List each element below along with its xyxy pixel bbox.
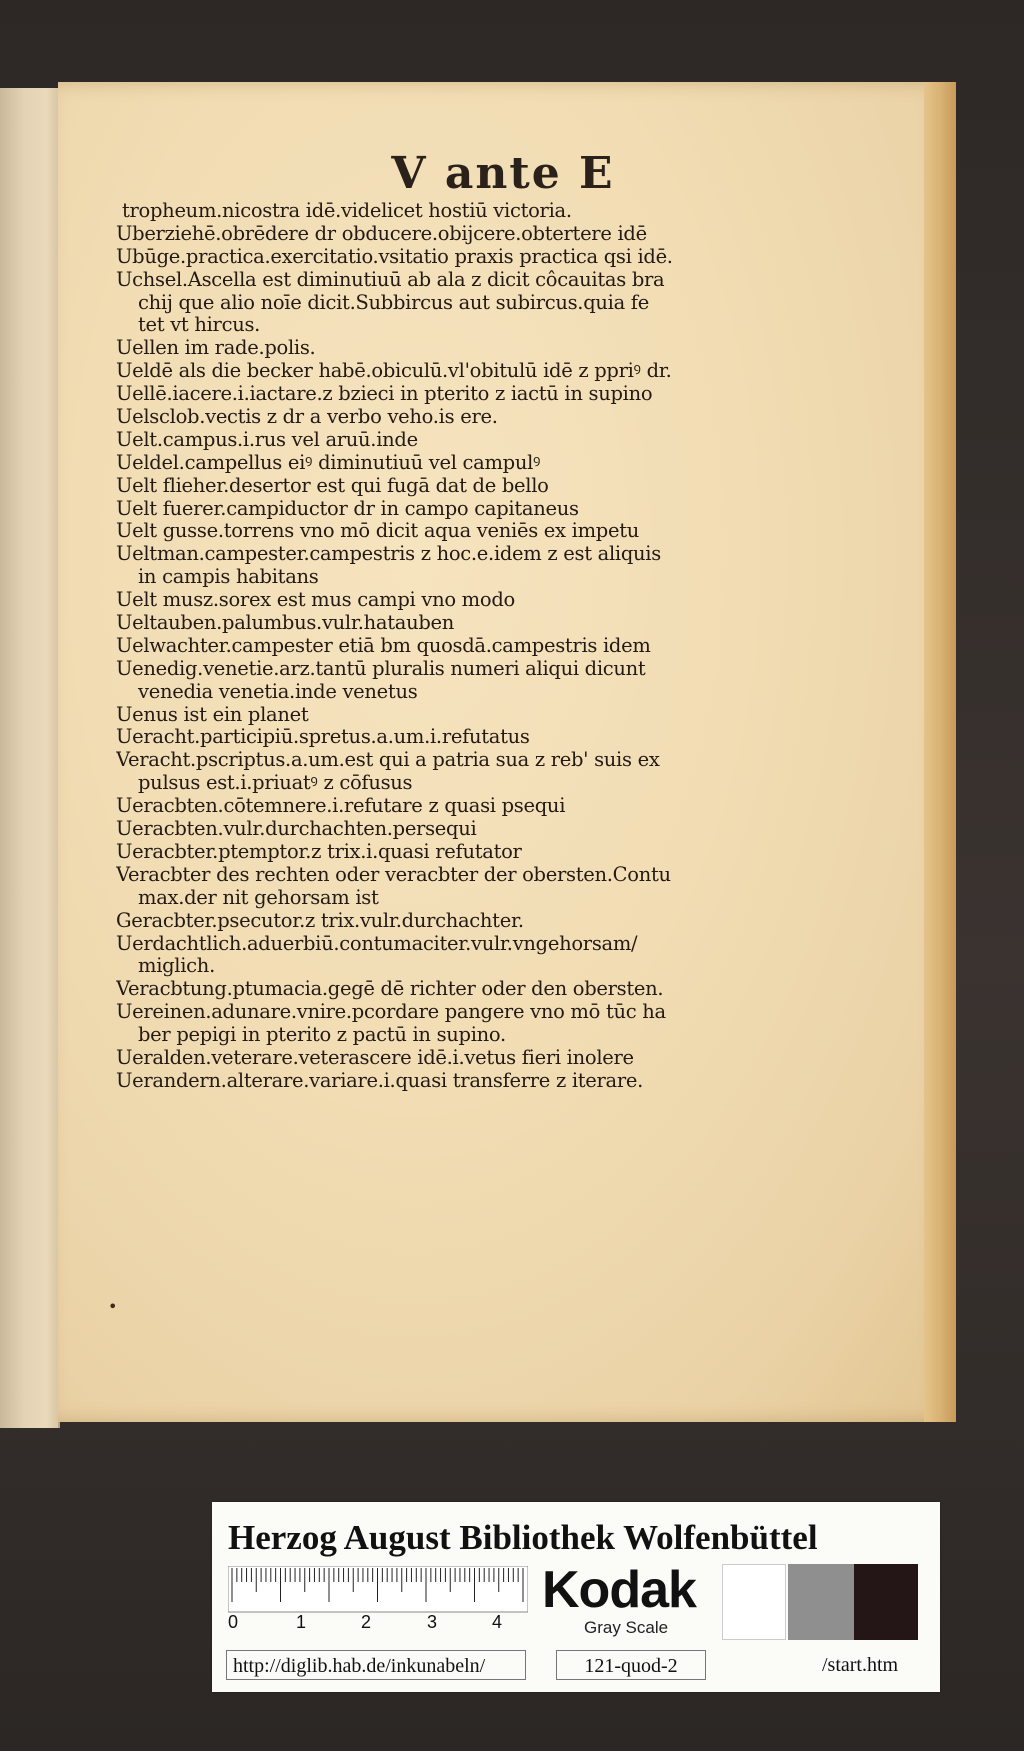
ruler-label: 3 — [427, 1612, 438, 1632]
text-line: max.der nit gehorsam ist — [138, 886, 379, 909]
url-prefix: http://diglib.hab.de/inkunabeln/ — [226, 1650, 526, 1680]
text-line: Veracbter des rechten oder veracbter der obersten.Contu — [116, 863, 671, 886]
text-line: Uberziehē.obrēdere dr obducere.obijcere.obtertere idē — [116, 222, 647, 245]
text-line: Ueralden.veterare.veterascere idē.i.vetus fieri inolere — [116, 1046, 634, 1069]
text-line: Veracbtung.ptumacia.gegē dē richter oder den obersten. — [116, 978, 664, 1001]
text-line: Uelt fuerer.campiductor dr in campo capitaneus — [116, 497, 579, 520]
ink-spot: • — [108, 1297, 118, 1316]
library-title: Herzog August Bibliothek Wolfenbüttel — [228, 1518, 818, 1557]
text-line: pulsus est.i.priuatꝰ z cōfusus — [138, 772, 413, 795]
text-line: venedia venetia.inde venetus — [138, 680, 418, 703]
ruler-label: 1 — [296, 1612, 307, 1632]
text-line: Uenus ist ein planet — [116, 703, 309, 726]
page-fore-edge — [924, 82, 956, 1422]
library-scale-card — [212, 1502, 940, 1692]
gray-swatch-black — [854, 1564, 918, 1640]
text-line: Uelt gusse.torrens vno mō dicit aqua veniēs ex impetu — [116, 520, 639, 543]
text-line: Uerandern.alterare.variare.i.quasi transferre z iterare. — [116, 1069, 644, 1092]
text-line: Ueracbter.ptemptor.z trix.i.quasi refutator — [116, 840, 522, 863]
text-line: Geracbter.psecutor.z trix.vulr.durchachter. — [116, 909, 524, 932]
text-line: Ueracht.participiū.spretus.a.um.i.refutatus — [116, 726, 530, 749]
text-line: Uellē.iacere.i.iactare.z bzieci in pterito z iactū in supino — [116, 383, 653, 406]
text-line: Ueltauben.palumbus.vulr.hatauben — [116, 612, 455, 635]
ruler-label: 2 — [361, 1612, 372, 1632]
text-line: miglich. — [138, 955, 215, 978]
gray-scale-label: Gray Scale — [584, 1618, 669, 1637]
page-header: V ante E — [391, 148, 615, 199]
text-body — [116, 200, 746, 1093]
url-suffix: /start.htm — [822, 1654, 899, 1676]
text-line: Uelt.campus.i.rus vel aruū.inde — [116, 428, 418, 451]
text-line: Uchsel.Ascella est diminutiuū ab ala z dicit côcauitas bra — [116, 268, 665, 291]
text-line: trophеum.nicostra idē.videlicet hostiū victoria. — [122, 200, 572, 222]
text-line: chij que alio noīe dicit.Subbircus aut subircus.quia fe — [138, 291, 649, 314]
text-line: Uellen im rade.polis. — [116, 337, 316, 360]
gray-swatch-mid — [788, 1564, 854, 1640]
text-line: Uelt flieher.desertor est qui fugā dat de bello — [116, 474, 549, 497]
ruler-labels — [228, 1612, 528, 1636]
text-line: Uelt musz.sorex est mus campi vno modo — [116, 589, 515, 612]
gray-swatch-white — [722, 1564, 786, 1640]
text-line: Ueracbten.cōtemnere.i.refutare z quasi psequi — [116, 795, 566, 818]
text-line: Uelsclob.vectis z dr a verbo veho.is ere. — [116, 406, 498, 429]
text-line: Uerdachtlich.aduerbiū.contumaciter.vulr.vngehorsam/ — [116, 932, 638, 955]
text-line: Ueldē als die becker habē.obiculū.vl'obitulū idē z ppriꝰ dr. — [116, 360, 672, 383]
text-line: ber pepigi in pterito z pactū in supino. — [138, 1024, 506, 1047]
ruler-label: 0 — [228, 1612, 239, 1632]
kodak-logo: Kodak — [542, 1561, 696, 1619]
text-line: Ueracbten.vulr.durchachten.persequi — [116, 818, 477, 841]
document-page — [58, 82, 948, 1422]
text-line: Uereinen.adunare.vnire.pcordare pangere vno mō tūc ha — [116, 1001, 666, 1024]
text-line: tet vt hircus. — [138, 314, 261, 337]
shelfmark: 121-quod-2 — [556, 1650, 706, 1680]
text-line: Ueldel.campellus eiꝰ diminutiuū vel campulꝰ — [116, 451, 541, 474]
text-line: Ueltman.campester.campestris z hoc.e.idem z est aliquis — [116, 543, 661, 566]
previous-page-edge — [0, 88, 60, 1428]
text-line: Uenedig.venetie.arz.tantū pluralis numeri aliqui dicunt — [116, 657, 646, 680]
text-line: Veracht.pscriptus.a.um.est qui a patria sua z reb' suis ex — [116, 749, 660, 772]
ruler-label: 4 — [492, 1612, 503, 1632]
text-line: Uelwachter.campester etiā bm quosdā.campestris idem — [116, 634, 651, 657]
text-line: in campis habitans — [138, 566, 319, 589]
text-line: Ubūge.practica.exercitatio.vsitatio praxis practica qsi idē. — [116, 245, 673, 268]
